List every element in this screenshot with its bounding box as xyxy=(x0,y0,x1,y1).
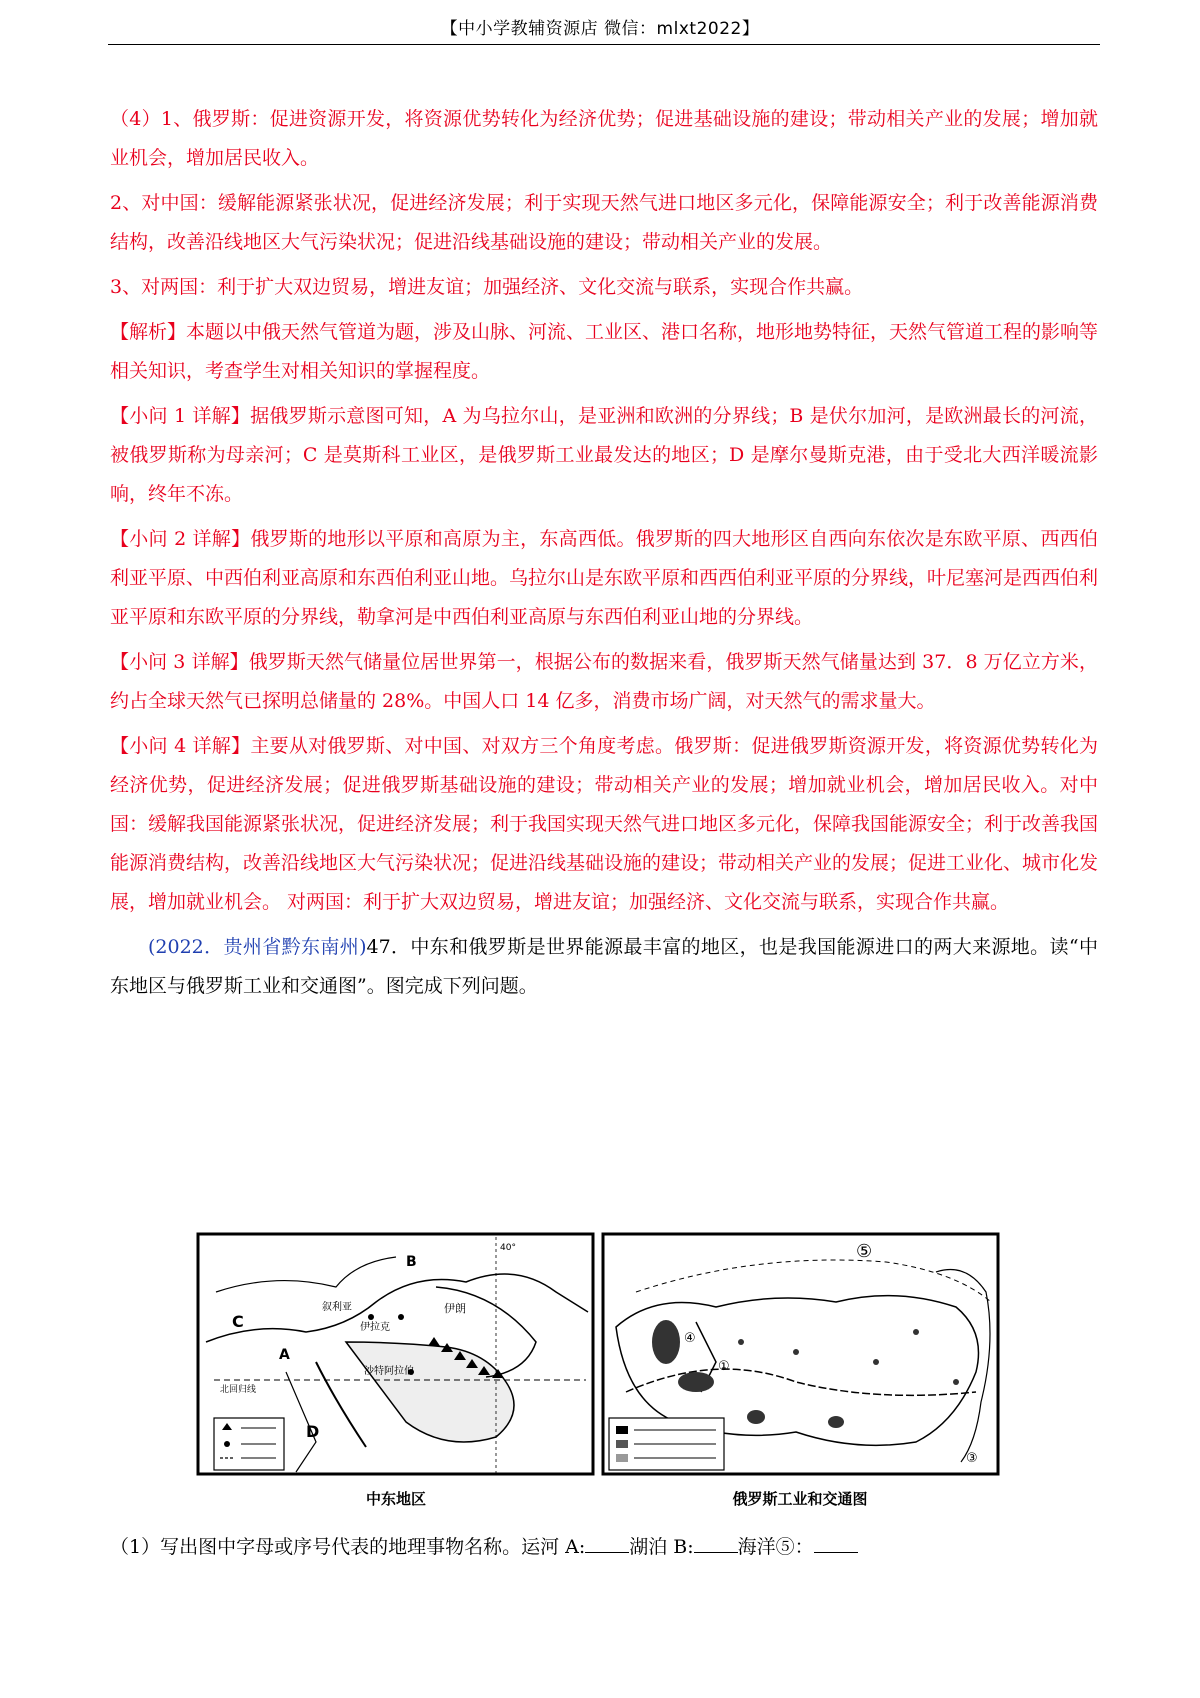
question-source: (2022．贵州省黔东南州) xyxy=(148,936,367,958)
analysis-q3: 【小问 3 详解】俄罗斯天然气储量位居世界第一，根据公布的数据来看，俄罗斯天然气储量达到 37．8 万亿立方米，约占全球天然气已探明总储量的 28%。中国人口 14 亿多，消费市场广阔，对天然气的需求量大。 xyxy=(110,651,1098,712)
label-degree: 40° xyxy=(500,1243,516,1253)
middle-east-map xyxy=(198,1234,593,1508)
label-saudi: 沙特阿拉伯 xyxy=(364,1366,414,1377)
question-text: 47．中东和俄罗斯是世界能源最丰富的地区，也是我国能源进口的两大来源地。读“中东地区与俄罗斯工业和交通图”。图完成下列问题。 xyxy=(110,936,1098,997)
answer-part-3: 3、对两国：利于扩大双边贸易，增进友谊；加强经济、文化交流与联系，实现合作共赢。 xyxy=(110,276,864,298)
header-rule xyxy=(108,44,1100,45)
answer-part-2: 2、对中国：缓解能源紧张状况，促进经济发展；利于实现天然气进口地区多元化，保障能源安全；利于改善能源消费结构，改善沿线地区大气污染状况；促进沿线基础设施的建设；带动相关产业的发展。 xyxy=(110,192,1098,253)
sub-question-1-prefix: （1）写出图中字母或序号代表的地理事物名称。运河 A: xyxy=(110,1536,586,1558)
map-figure xyxy=(196,1232,1002,1514)
analysis-q2: 【小问 2 详解】俄罗斯的地形以平原和高原为主，东高西低。俄罗斯的四大地形区自西向东依次是东欧平原、西西伯利亚平原、中西伯利亚高原和东西伯利亚山地。乌拉尔山是东欧平原和西西伯利亚平原的分界线，叶尼塞河是西西伯利亚平原和东欧平原的分界线，勒拿河是中西伯利亚高原与东西伯利亚山地的分界线。 xyxy=(110,528,1099,628)
label-d: D xyxy=(306,1422,320,1441)
question-47 xyxy=(110,928,1098,1006)
analysis-q4: 【小问 4 详解】主要从对俄罗斯、对中国、对双方三个角度考虑。俄罗斯：促进俄罗斯资源开发，将资源优势转化为经济优势，促进经济发展；促进俄罗斯基础设施的建设；带动相关产业的发展；增加就业机会，增加居民收入。对中国：缓解我国能源紧张状况，促进经济发展；利于我国实现天然气进口地区多元化，保障我国能源安全；利于改善我国能源消费结构，改善沿线地区大气污染状况；促进沿线基础设施的建设；带动相关产业的发展；促进工业化、城市化发展，增加就业机会。 对两国：利于扩大双边贸易，增进友谊；加强经济、文化交流与联系，实现合作共赢。 xyxy=(110,735,1099,913)
page-content xyxy=(110,100,1098,1012)
analysis-intro: 【解析】本题以中俄天然气管道为题，涉及山脉、河流、工业区、港口名称，地形地势特征，天然气管道工程的影响等相关知识，考查学生对相关知识的掌握程度。 xyxy=(110,321,1099,382)
label-tropic: 北回归线 xyxy=(220,1385,257,1395)
caption-middle-east: 中东地区 xyxy=(365,1490,427,1508)
answer-blank-a[interactable] xyxy=(585,1534,629,1553)
label-iraq: 伊拉克 xyxy=(360,1322,390,1333)
sub-question-1-ocean: 海洋⑤： xyxy=(737,1536,814,1558)
sub-question-1 xyxy=(110,1528,1098,1567)
label-iran: 伊朗 xyxy=(444,1302,466,1315)
russia-map xyxy=(603,1234,998,1508)
label-syria: 叙利亚 xyxy=(322,1302,352,1313)
label-three: ③ xyxy=(966,1451,978,1466)
answer-blank-five[interactable] xyxy=(814,1534,858,1553)
label-a: A xyxy=(279,1347,290,1363)
label-b: B xyxy=(406,1254,417,1270)
caption-russia: 俄罗斯工业和交通图 xyxy=(732,1490,868,1508)
label-four: ④ xyxy=(684,1331,696,1346)
label-c: C xyxy=(232,1312,244,1331)
label-five: ⑤ xyxy=(856,1241,873,1262)
label-one: ① xyxy=(718,1359,730,1374)
sub-question-1-lake: 湖泊 B: xyxy=(629,1536,694,1558)
answer-part-1: （4）1、俄罗斯：促进资源开发，将资源优势转化为经济优势；促进基础设施的建设；带动相关产业的发展；增加就业机会，增加居民收入。 xyxy=(110,108,1098,169)
analysis-q1: 【小问 1 详解】据俄罗斯示意图可知，A 为乌拉尔山，是亚洲和欧洲的分界线；B 是伏尔加河，是欧洲最长的河流，被俄罗斯称为母亲河；C 是莫斯科工业区，是俄罗斯工业最发达的地区；D 是摩尔曼斯克港，由于受北大西洋暖流影响，终年不冻。 xyxy=(110,405,1098,505)
answer-blank-b[interactable] xyxy=(694,1534,738,1553)
page-header: 【中小学教辅资源店 微信：mlxt2022】 xyxy=(440,19,760,39)
